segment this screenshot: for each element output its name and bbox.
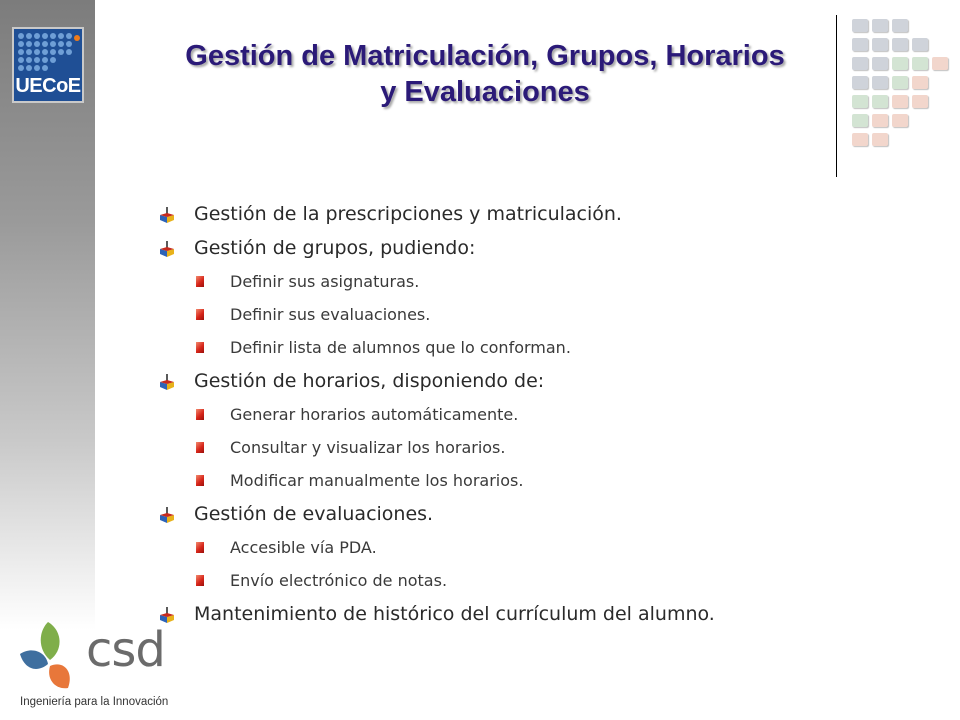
bullet-text: Gestión de grupos, pudiendo: [194,237,476,259]
red-square-bullet-icon [196,475,204,486]
uecoe-dot [42,49,48,55]
decorative-square [872,133,888,146]
bullet-text: Gestión de la prescripciones y matriculación. [194,203,622,225]
slide-title-line-2: y Evaluaciones [380,76,590,108]
decorative-square [912,57,928,70]
decorative-square [892,95,908,108]
decorative-square [852,19,868,32]
sub-bullet-item [160,331,880,364]
uecoe-dot [50,33,56,39]
company-tagline: Ingeniería para la Innovación [20,696,169,708]
sub-bullet-item [160,531,880,564]
decorative-square [892,114,908,127]
decorative-square [892,38,908,51]
red-square-bullet-icon [196,442,204,453]
decorative-square [852,95,868,108]
uecoe-dot [26,65,32,71]
decorative-square [872,38,888,51]
uecoe-dot [18,41,24,47]
slide-title-line-1: Gestión de Matriculación, Grupos, Horarios [185,40,785,72]
uecoe-dot [66,41,72,47]
uecoe-dot [66,33,72,39]
decorative-square [852,133,868,146]
uecoe-dot-pattern [18,33,80,73]
slide-title [120,38,850,110]
bullet-item [160,231,880,265]
red-square-bullet-icon [196,342,204,353]
decorative-square [892,57,908,70]
sub-bullet-text: Consultar y visualizar los horarios. [230,438,506,457]
sub-bullet-text: Accesible vía PDA. [230,538,377,557]
red-square-bullet-icon [196,309,204,320]
uecoe-dot [18,65,24,71]
decorative-square [932,57,948,70]
decorative-square [852,114,868,127]
uecoe-dot [34,57,40,63]
sub-bullet-text: Modificar manualmente los horarios. [230,471,524,490]
sub-bullet-item [160,464,880,497]
uecoe-dot [34,41,40,47]
red-square-bullet-icon [196,575,204,586]
uecoe-dot [34,49,40,55]
bullet-item [160,597,880,631]
decorative-square [852,57,868,70]
uecoe-logo-text: UECoE [15,75,81,97]
uecoe-dot [26,49,32,55]
tri-color-arrow-bullet-icon [160,374,174,390]
uecoe-dot [58,33,64,39]
sub-bullet-text: Generar horarios automáticamente. [230,405,519,424]
red-square-bullet-icon [196,276,204,287]
decorative-squares [852,19,952,165]
uecoe-dot [18,33,24,39]
uecoe-dot [42,33,48,39]
uecoe-dot [42,41,48,47]
sub-bullet-text: Envío electrónico de notas. [230,571,448,590]
sub-bullet-text: Definir sus evaluaciones. [230,305,431,324]
sub-bullet-item [160,431,880,464]
decorative-square [912,95,928,108]
uecoe-dot [42,57,48,63]
bullet-item [160,364,880,398]
decorative-square [912,76,928,89]
uecoe-dot [26,41,32,47]
uecoe-dot [34,33,40,39]
uecoe-dot [42,65,48,71]
decorative-square [892,76,908,89]
decorative-square [872,76,888,89]
uecoe-logo [12,27,84,103]
red-square-bullet-icon [196,542,204,553]
decorative-square [852,38,868,51]
uecoe-dot [34,65,40,71]
bullet-text: Gestión de evaluaciones. [194,503,434,525]
decorative-square [872,114,888,127]
uecoe-dot [26,33,32,39]
uecoe-dot [58,41,64,47]
decorative-square [892,19,908,32]
uecoe-dot [66,49,72,55]
sub-bullet-item [160,564,880,597]
sub-bullet-text: Definir lista de alumnos que lo conforman. [230,338,571,357]
red-square-bullet-icon [196,409,204,420]
decorative-square [872,95,888,108]
csd-logo [18,620,178,695]
uecoe-dot [58,49,64,55]
bullet-text: Gestión de horarios, disponiendo de: [194,370,545,392]
bullet-item [160,197,880,231]
bullet-text: Mantenimiento de histórico del currículum del alumno. [194,603,715,625]
sub-bullet-text: Definir sus asignaturas. [230,272,420,291]
uecoe-dot [18,57,24,63]
bullet-list [160,197,880,631]
decorative-square [912,38,928,51]
sub-bullet-item [160,398,880,431]
tri-color-arrow-bullet-icon [160,241,174,257]
sub-bullet-item [160,298,880,331]
uecoe-dot [18,49,24,55]
uecoe-dot [50,57,56,63]
tri-color-arrow-bullet-icon [160,207,174,223]
vertical-divider [836,15,837,177]
csd-logo-text: csd [86,622,165,678]
uecoe-dot [26,57,32,63]
bullet-item [160,497,880,531]
sub-bullet-item [160,265,880,298]
uecoe-dot [50,41,56,47]
uecoe-dot [50,49,56,55]
decorative-square [872,19,888,32]
decorative-square [872,57,888,70]
uecoe-orange-dot [74,35,80,41]
three-leaf-logo-icon [18,620,88,695]
decorative-square [852,76,868,89]
tri-color-arrow-bullet-icon [160,507,174,523]
